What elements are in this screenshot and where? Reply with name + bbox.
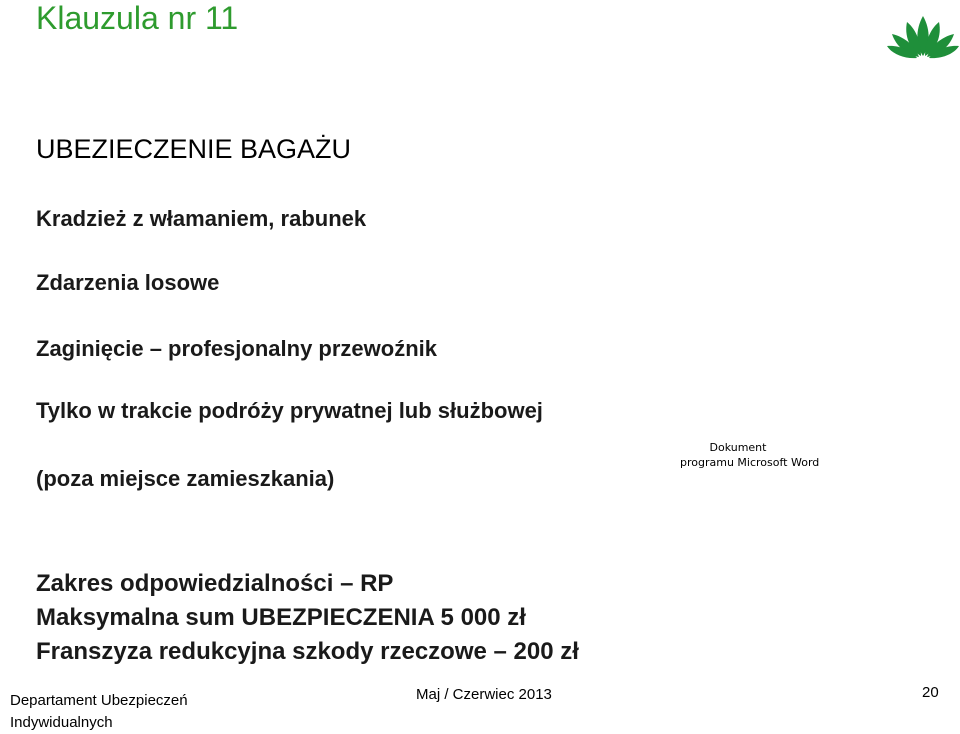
footer-date: Maj / Czerwiec 2013 xyxy=(416,686,552,703)
slide-title: Klauzula nr 11 xyxy=(36,0,239,36)
coverage-item-burglary: Kradzież z włamaniem, rabunek xyxy=(36,206,367,231)
coverage-item-random-events: Zdarzenia losowe xyxy=(36,270,220,295)
section-heading: UBEZIECZENIE BAGAŻU xyxy=(36,134,352,164)
green-leaves-logo-icon xyxy=(886,12,960,60)
footer-department xyxy=(10,690,188,734)
coverage-item-travel-only: Tylko w trakcie podróży prywatnej lub służbowej xyxy=(36,398,543,423)
embedded-document-program: programu Microsoft Word xyxy=(680,456,820,469)
liability-scope: Zakres odpowiedzialności – RP xyxy=(36,570,394,597)
embedded-document-label: Dokument xyxy=(709,441,767,454)
embedded-word-document[interactable] xyxy=(680,440,820,474)
page-number: 20 xyxy=(922,684,939,701)
max-sum-insured: Maksymalna sum UBEZPIECZENIA 5 000 zł xyxy=(36,604,526,631)
coverage-item-outside-residence: (poza miejsce zamieszkania) xyxy=(36,466,335,491)
footer-department-line2: Indywidualnych xyxy=(10,714,113,731)
deductible: Franszyza redukcyjna szkody rzeczowe – 200 zł xyxy=(36,638,579,665)
footer-department-line1: Departament Ubezpieczeń xyxy=(10,692,188,709)
coverage-item-loss: Zaginięcie – profesjonalny przewoźnik xyxy=(36,336,437,361)
